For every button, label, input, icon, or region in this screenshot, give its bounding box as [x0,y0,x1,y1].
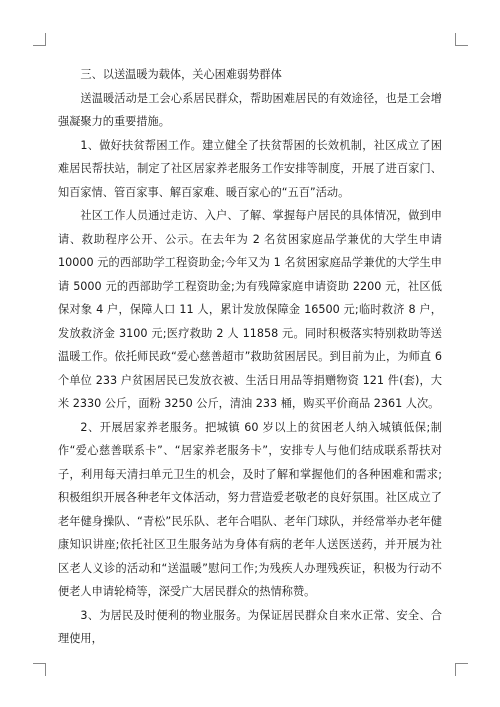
crop-mark-top-left [33,33,46,46]
crop-mark-bottom-left [33,663,46,676]
document-page [58,63,442,651]
paragraph-property-service: 3、为居民及时便利的物业服务。为保证居民群众自来水正常、安全、合理使用， [58,608,442,645]
paragraph-elderly-care: 2、开展居家养老服务。把城镇 60 岁以上的贫困老人纳入城镇低保;制作“爱心慈善联系卡”、“居家养老服务卡”，安排专人与他们结成联系帮扶对子，利用每天清扫单元卫生的机会，及时了解和掌握他们的各种困难和需求;积极组织开展各种老年文体活动，努力营造爱老敬老的良好氛围。社区成立了老年健身操队、“青松”民乐队、老年合唱队、老年门球队，并经常举办老年健康知识讲座;依托社区卫生服务站为身体有病的老年人送医送药，并开展为社区老人义诊的活动和“送温暖”慰问工作;为残疾人办理残疾证，积极为行动不便老人申请轮椅等，深受广大居民群众的热情称赞。 [58,420,442,598]
paragraph-assistance-details: 社区工作人员通过走访、入户、了解、掌握每户居民的具体情况，做到申请、救助程序公开、公示。在去年为 2 名贫困家庭品学兼优的大学生申请 10000 元的西部助学工程资助金;今年又为 1 名贫困家庭品学兼优的大学生申请 5000 元的西部助学工程资助金;为有残障家庭申请资助 2200 元，社区低保对象 4 户，保障人口 11 人，累计发放保障金 16500 元;临时救济 8 户，发放救济金 3100 元;医疗救助 2 人 11858 元。同时积极落实特别救助等送温暖工作。依托师民政“爱心慈善超市”救助贫困居民。到目前为止，为师直 6 个单位 233 户贫困居民已发放衣被、生活日用品等捐赠物资 121 件(套)，大米 2330 公斤，面粉 3250 公斤，清油 233 桶，购买平价商品 2361 人次。 [58,209,442,410]
intro-paragraph: 送温暖活动是工会心系居民群众，帮助困难居民的有效途径，也是工会增强凝聚力的重要措施。 [58,91,442,128]
crop-mark-bottom-right [455,663,468,676]
section-heading: 三、以送温暖为载体，关心困难弱势群体 [80,68,282,81]
paragraph-poverty-relief: 1、做好扶贫帮困工作。建立健全了扶贫帮困的长效机制，社区成立了困难居民帮扶站，制定了社区居家养老服务工作安排等制度，开展了进百家门、知百家情、管百家事、解百家难、暖百家心的“五百”活动。 [58,138,442,199]
crop-mark-top-right [455,33,468,46]
